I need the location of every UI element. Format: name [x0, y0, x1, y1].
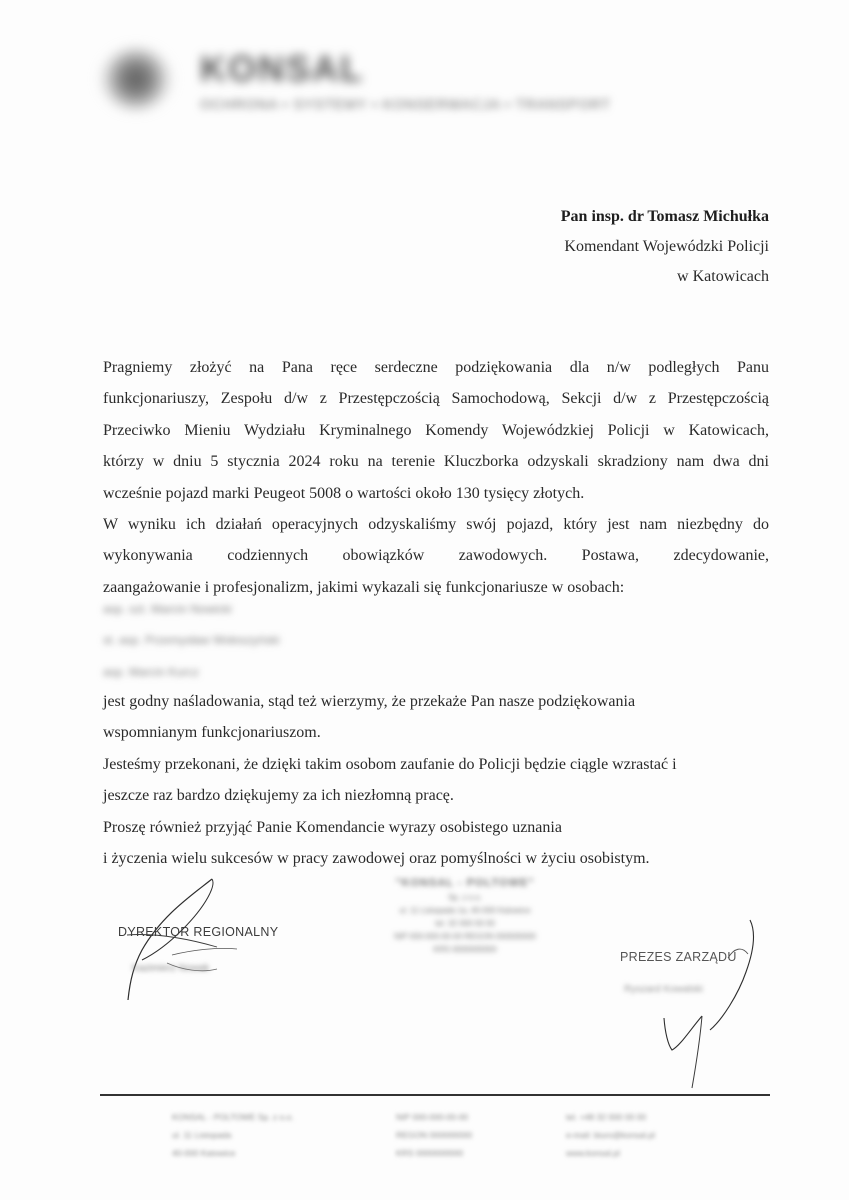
- footer-column-company: [172, 1108, 294, 1162]
- stamp-line: Sp. z o.o.: [448, 893, 482, 902]
- officers-list-redacted: [103, 594, 403, 688]
- letter-body-continued: [103, 686, 769, 874]
- officer-name-redacted: asp. Marcin Kurcz: [103, 664, 200, 679]
- body-line: Jesteśmy przekonani, że dzięki takim osobom zaufanie do Policji będzie ciągle wzrastać i: [103, 755, 677, 773]
- signature-name-right-redacted: Ryszard Kowalski: [624, 984, 703, 995]
- addressee-title: Komendant Wojewódzki Policji: [564, 238, 769, 255]
- footer-divider: [100, 1094, 770, 1096]
- footer: [100, 1108, 770, 1168]
- body-line: W wyniku ich działań operacyjnych odzyskaliśmy swój pojazd, który jest nam niezbędny do: [103, 516, 769, 534]
- addressee-name: Pan insp. dr Tomasz Michułka: [560, 208, 769, 225]
- footer-line: e-mail: biuro@konsal.pl: [566, 1130, 655, 1140]
- body-line: jeszcze raz bardzo dziękujemy za ich niezłomną pracę.: [103, 787, 454, 805]
- letterhead: [100, 38, 780, 118]
- body-line: Proszę również przyjąć Panie Komendancie wyrazy osobistego uznania: [103, 818, 562, 836]
- body-line: zaangażowanie i profesjonalizm, jakimi wykazali się funkcjonariusze w osobach:: [103, 578, 625, 596]
- company-name: KONSAL: [200, 48, 364, 89]
- body-line: Pragniemy złożyć na Pana ręce serdeczne podziękowania dla n/w podległych Panu: [103, 359, 769, 376]
- stamp-line: NIP 000-000-00-00 REGON 000000000: [394, 932, 536, 941]
- body-line: funkcjonariuszy, Zespołu d/w z Przestępczością Samochodową, Sekcji d/w z Przestępczością: [103, 390, 769, 408]
- officer-name-redacted: st. asp. Przemysław Wołoszyński: [103, 633, 280, 648]
- footer-line: tel. +48 32 000 00 00: [566, 1112, 647, 1122]
- signature-title-right: PREZES ZARZĄDU: [620, 950, 737, 964]
- body-line: jest godny naśladowania, stąd też wierzymy, że przekaże Pan nasze podziękowania: [103, 693, 636, 710]
- signature-scribble-right: [610, 920, 780, 1090]
- officer-name-redacted: asp. szt. Marcin Nowicki: [103, 602, 232, 616]
- body-line: i życzenia wielu sukcesów w pracy zawodowej oraz pomyślności w życiu osobistym.: [103, 850, 650, 868]
- footer-line: KRS 0000000000: [396, 1148, 464, 1158]
- footer-column-contact: [566, 1108, 655, 1162]
- footer-column-registry: [396, 1108, 472, 1162]
- stamp-line: "KONSAL - POLTOWE": [395, 877, 535, 889]
- signature-block-left: [112, 875, 302, 1005]
- addressee-city: w Katowicach: [677, 268, 769, 285]
- stamp-line: tel. 32 000 00 00: [435, 919, 495, 928]
- footer-line: www.konsal.pl: [566, 1148, 620, 1158]
- body-line: wykonywania codziennych obowiązków zawodowych. Postawa, zdecydowanie,: [103, 547, 769, 565]
- addressee-block: [561, 202, 769, 292]
- footer-line: KONSAL - POLTOWE Sp. z o.o.: [172, 1112, 294, 1122]
- footer-line: NIP 000-000-00-00: [396, 1112, 469, 1122]
- body-line: którzy w dniu 5 stycznia 2024 roku na terenie Kluczborka odzyskali skradziony nam dwa dni: [103, 453, 769, 471]
- body-line: wspomnianym funkcjonariuszom.: [103, 724, 321, 742]
- body-line: Przeciwko Mieniu Wydziału Kryminalnego Komendy Wojewódzkiej Policji w Katowicach,: [103, 421, 769, 439]
- stamp-line: KRS 0000000000: [433, 945, 497, 954]
- letter-body: [103, 352, 769, 603]
- company-stamp: [360, 875, 570, 970]
- body-line: wcześnie pojazd marki Peugeot 5008 o wartości około 130 tysięcy złotych.: [103, 484, 585, 502]
- signature-block-right: [610, 920, 780, 1090]
- footer-line: REGON 000000000: [396, 1130, 473, 1140]
- company-tagline: OCHRONA • SYSTEMY • KONSERWACJA • TRANSPORT: [200, 96, 611, 112]
- footer-line: 40-000 Katowice: [172, 1148, 236, 1158]
- stamp-line: ul. 11 Listopada 1a, 40-000 Katowice: [399, 906, 531, 915]
- company-logo: [100, 48, 172, 110]
- signature-name-left-redacted: Kazimierz Nowak: [132, 963, 210, 974]
- signature-scribble-left: [112, 875, 302, 1005]
- footer-line: ul. 11 Listopada: [172, 1130, 232, 1140]
- signature-title-left: DYREKTOR REGIONALNY: [118, 925, 279, 939]
